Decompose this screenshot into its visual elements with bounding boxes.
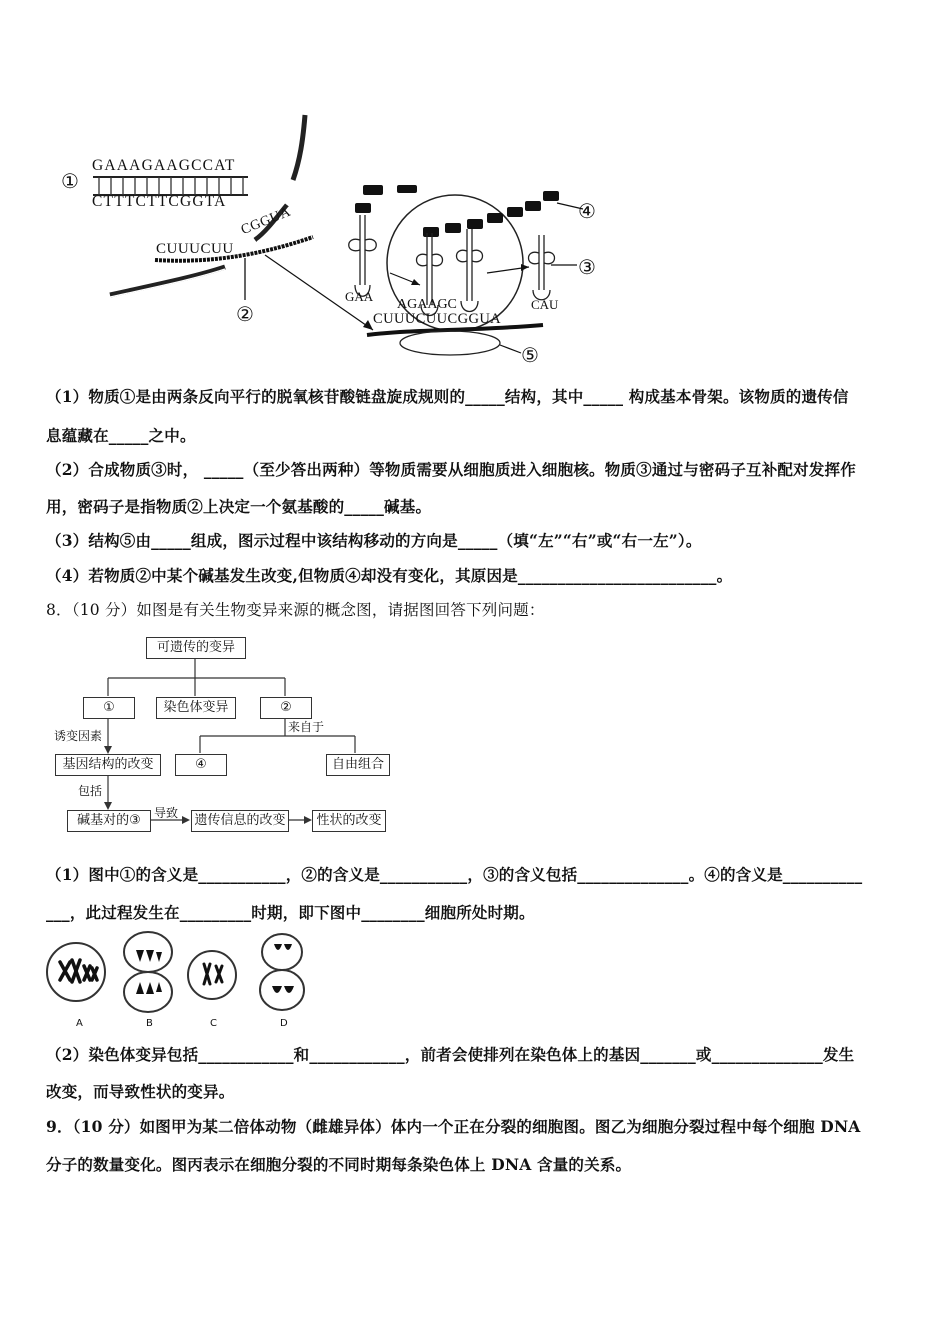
node-heritable-variation: 可遗传的变异 bbox=[146, 637, 246, 659]
node-genetic-info-change: 遗传信息的改变 bbox=[191, 810, 289, 832]
q8-part2-line2: 改变，而导致性状的变异。 bbox=[46, 1082, 235, 1101]
mrna-left-sequence: CUUUCUU bbox=[156, 241, 234, 257]
anticodon-gaa: GAA bbox=[345, 289, 374, 304]
q9-line2: 分子的数量变化。图丙表示在细胞分裂的不同时期每条染色体上 DNA 含量的关系。 bbox=[46, 1155, 632, 1174]
label-lead-to: 导致 bbox=[154, 806, 179, 820]
node-gene-structure-change: 基因结构的改变 bbox=[55, 754, 161, 776]
q7-part1-line2: 息蕴藏在_____之中。 bbox=[46, 426, 196, 445]
q7-part2-line1: （2）合成物质③时， _____（至少答出两种）等物质需要从细胞质进入细胞核。物质③通过与密码子互补配对发挥作 bbox=[46, 460, 856, 479]
node-chromosome-variation: 染色体变异 bbox=[156, 697, 236, 719]
anticodon-cau: CAU bbox=[531, 297, 559, 312]
q8-part2-line1: （2）染色体变异包括____________和____________，前者会使排列在染色体上的基因_______或______________发生 bbox=[46, 1045, 855, 1064]
node-2: ② bbox=[260, 697, 312, 719]
label-mutagen: 诱变因素 bbox=[54, 729, 103, 743]
label-1: ① bbox=[61, 171, 79, 193]
cell-division-images bbox=[40, 930, 320, 1030]
dna-top-sequence: GAAAGAAGCCAT bbox=[92, 157, 236, 174]
cell-label-c: C bbox=[210, 1018, 217, 1029]
figure1-graphics bbox=[55, 105, 615, 370]
variation-concept-map bbox=[50, 630, 400, 840]
label-4: ④ bbox=[578, 201, 596, 223]
anticodon-agaagc: AGAAGC bbox=[397, 297, 457, 312]
dna-bottom-sequence: CTTTCTTCGGTA bbox=[92, 193, 227, 210]
label-include: 包括 bbox=[78, 784, 103, 798]
concept-map-connectors bbox=[50, 630, 400, 840]
transcription-translation-figure bbox=[55, 105, 615, 370]
node-base-pair-3: 碱基对的③ bbox=[67, 810, 151, 832]
label-2: ② bbox=[236, 304, 254, 326]
q7-part3: （3）结构⑤由_____组成，图示过程中该结构移动的方向是_____（填“左”“右”或“右一左”）。 bbox=[46, 531, 702, 550]
cell-label-d: D bbox=[280, 1018, 288, 1029]
node-free-combination: 自由组合 bbox=[326, 754, 390, 776]
label-3: ③ bbox=[578, 257, 596, 279]
q8-part1-line2: ___，此过程发生在_________时期，即下图中________细胞所处时期。 bbox=[46, 903, 535, 922]
q9-line1: 9．（10 分）如图甲为某二倍体动物（雌雄异体）体内一个正在分裂的细胞图。图乙为细胞分裂过程中每个细胞 DNA bbox=[46, 1117, 861, 1136]
mrna-right-sequence: CGGUA bbox=[239, 204, 294, 239]
q7-part2-line2: 用，密码子是指物质②上决定一个氨基酸的_____碱基。 bbox=[46, 497, 432, 516]
node-4: ④ bbox=[175, 754, 227, 776]
label-come-from: 来自于 bbox=[288, 720, 325, 734]
node-1: ① bbox=[83, 697, 135, 719]
label-5: ⑤ bbox=[521, 345, 539, 367]
cell-label-a: A bbox=[76, 1018, 83, 1029]
mrna-ribosome-sequence: CUUUCUUCGGUA bbox=[373, 311, 502, 327]
node-trait-change: 性状的改变 bbox=[312, 810, 386, 832]
q8-header: 8．（10 分）如图是有关生物变异来源的概念图，请据图回答下列问题： bbox=[46, 601, 545, 619]
q7-part4: （4）若物质②中某个碱基发生改变,但物质④却没有变化，其原因是_________________________。 bbox=[46, 566, 733, 585]
cell-label-b: B bbox=[146, 1018, 153, 1029]
q7-part1-line1: （1）物质①是由两条反向平行的脱氧核苷酸链盘旋成规则的_____结构，其中_____ 构成基本骨架。该物质的遗传信 bbox=[46, 387, 849, 406]
cell-drawings bbox=[40, 930, 320, 1030]
q8-part1-line1: （1）图中①的含义是___________，②的含义是___________，③的含义包括______________。④的含义是__________ bbox=[46, 865, 863, 884]
